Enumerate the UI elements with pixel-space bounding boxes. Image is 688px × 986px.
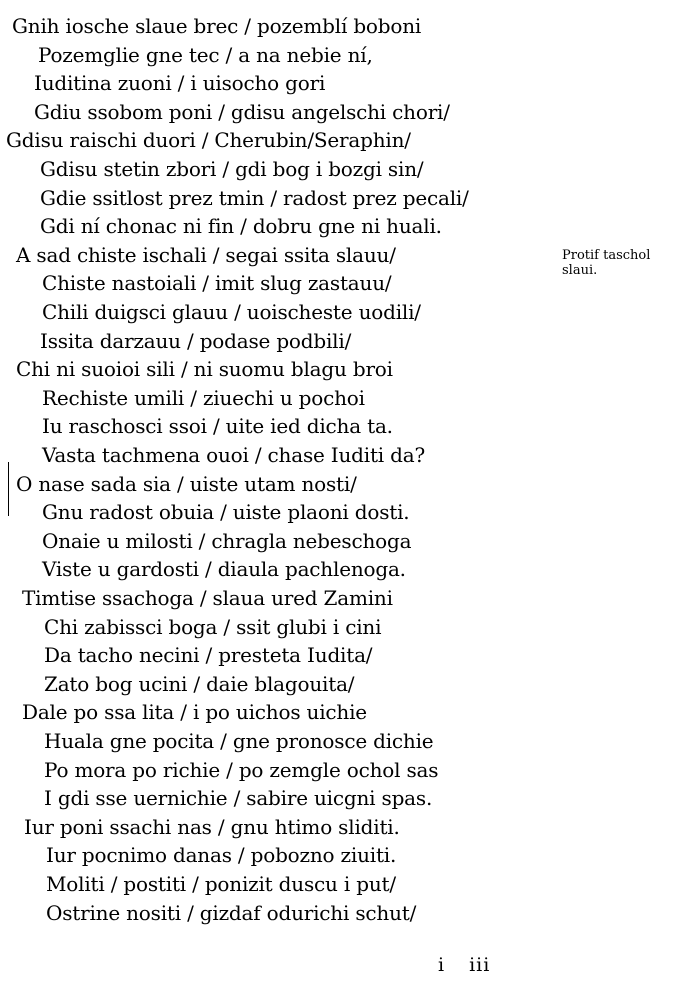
verse-line: Vasta tachmena ouoi / chase Iuditi da? <box>42 443 426 467</box>
verse-line: Chi zabissci boga / ssit glubi i cini <box>44 614 382 639</box>
margin-note-line: Protif taschol <box>562 248 651 263</box>
verse-line: Rechiste umili / ziuechi u pochoi <box>42 385 365 410</box>
verse-line: Pozemglie gne tec / a na nebie ní, <box>38 42 373 67</box>
verse-line: Onaie u milosti / chragla nebeschoga <box>42 528 412 553</box>
verse-line: Issita darzauu / podase podbili/ <box>40 328 352 353</box>
margin-note <box>562 248 682 278</box>
verse-line: Gdi ní chonac ni fin / dobru gne ni huali. <box>40 214 442 239</box>
verse-line: A sad chiste ischali / segai ssita slauu/ <box>16 242 396 267</box>
margin-rule <box>8 462 9 516</box>
verse-line: Viste u gardosti / diaula pachlenoga. <box>42 557 406 582</box>
verse-line: I gdi sse uernichie / sabire uicgni spas. <box>44 786 433 811</box>
verse-line: Gnu radost obuia / uiste plaoni dosti. <box>42 500 410 525</box>
signature-mark <box>438 953 490 977</box>
verse-line: Chi ni suoioi sili / ni suomu blagu broi <box>16 357 393 382</box>
verse-line: Iur poni ssachi nas / gnu htimo sliditi. <box>24 814 400 839</box>
verse-line: Iu raschosci ssoi / uite ied dicha ta. <box>42 414 393 439</box>
verse-line: Gnih iosche slaue brec / pozemblí boboni <box>12 14 422 38</box>
verse-line: Gdiu ssobom poni / gdisu angelschi chori/ <box>34 99 450 124</box>
verse-line: Dale po ssa lita / i po uichos uichie <box>22 700 367 725</box>
verse-line: Chiste nastoiali / imit slug zastauu/ <box>42 271 392 296</box>
margin-note-line: slaui. <box>562 263 598 278</box>
verse-line: Moliti / postiti / ponizit duscu i put/ <box>46 872 396 896</box>
verse-line: Gdisu raischi duori / Cherubin/Seraphin/ <box>6 128 411 153</box>
verse-line: Huala gne pocita / gne pronosce dichie <box>44 729 434 753</box>
verse-line: O nase sada sia / uiste utam nosti/ <box>16 471 357 496</box>
signature-letter: i <box>438 954 446 976</box>
verse-line: Po mora po richie / po zemgle ochol sas <box>44 757 439 782</box>
verse-line: Da tacho necini / presteta Iudita/ <box>44 643 373 668</box>
verse-line: Iur pocnimo danas / pobozno ziuiti. <box>46 843 397 868</box>
verse-line: Iuditina zuoni / i uisocho gori <box>34 71 326 96</box>
verse-line: Chili duigsci glauu / uoischeste uodili/ <box>42 300 421 324</box>
verse-line: Ostrine nositi / gizdaf odurichi schut/ <box>46 900 417 925</box>
verse-line: Gdisu stetin zbori / gdi bog i bozgi sin/ <box>40 157 424 181</box>
verse-line: Zato bog ucini / daie blagouita/ <box>44 671 355 696</box>
signature-number: iii <box>469 954 491 976</box>
verse-line: Gdie ssitlost prez tmin / radost prez pecali/ <box>40 185 469 210</box>
verse-line: Timtise ssachoga / slaua ured Zamini <box>22 586 393 610</box>
